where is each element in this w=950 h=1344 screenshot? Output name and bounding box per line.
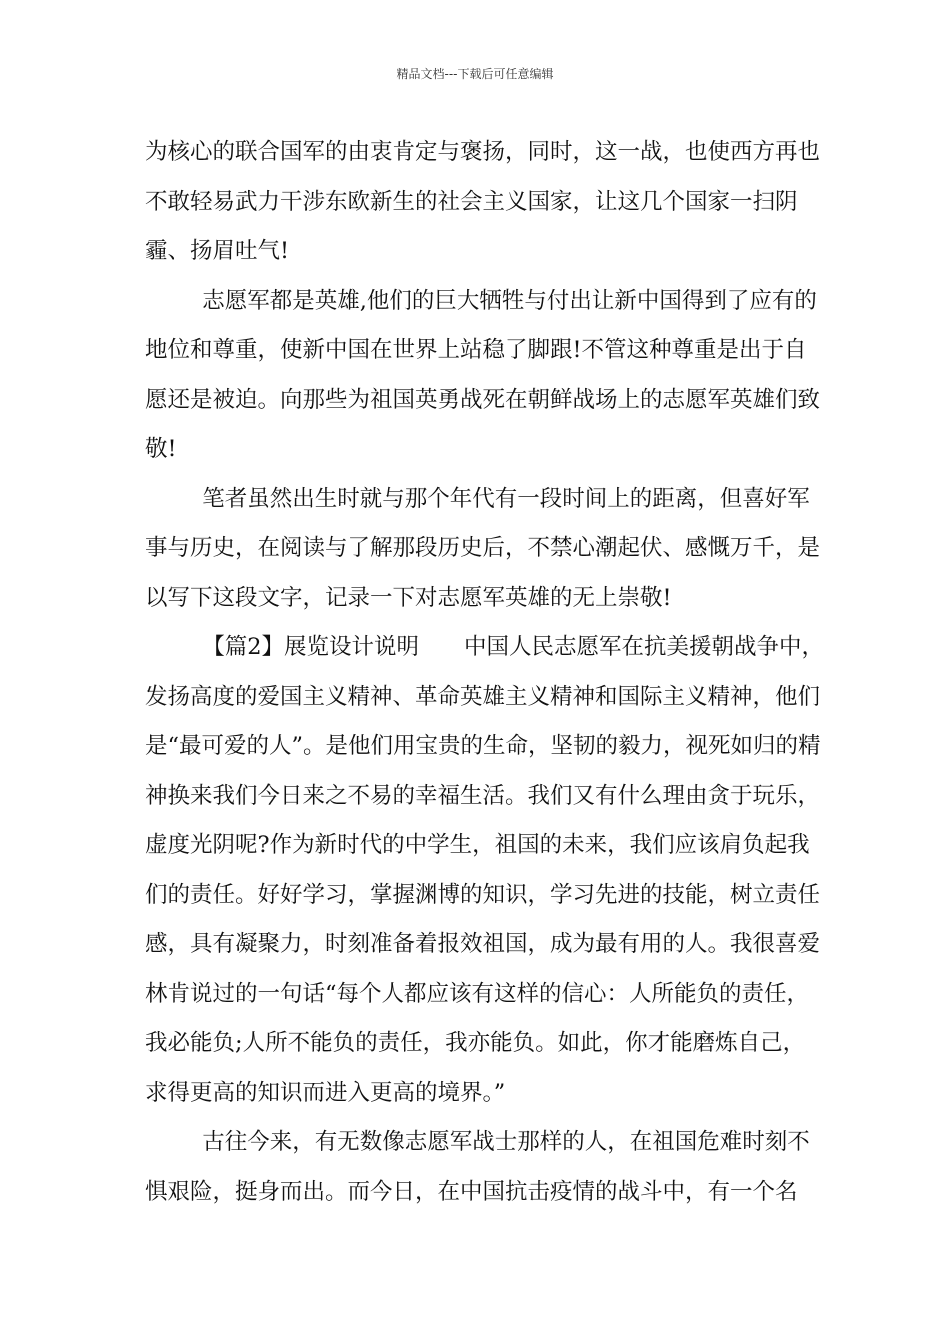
paragraph-2: 志愿军都是英雄,他们的巨大牺牲与付出让新中国得到了应有的地位和尊重，使新中国在世界上站稳了脚跟!不管这种尊重是出于自愿还是被迫。向那些为祖国英勇战死在朝鲜战场上的志愿军英雄们致敬! [145,287,821,462]
paragraph-5: 古往今来，有无数像志愿军战士那样的人，在祖国危难时刻不惧艰险，挺身而出。而今日，在中国抗击疫情的战斗中，有一个名 [145,1129,810,1205]
paragraph-4: 【篇2】展览设计说明 中国人民志愿军在抗美援朝战争中，发扬高度的爱国主义精神、革命英雄主义精神和国际主义精神，他们是“最可爱的人”。是他们用宝贵的生命，坚韧的毅力，视死如归的精神换来我们今日来之不易的幸福生活。我们又有什么理由贪于玩乐，虚度光阴呢?作为新时代的中学生，祖国的未来，我们应该肩负起我们的责任。好好学习，掌握渊博的知识，学习先进的技能，树立责任感，具有凝聚力，时刻准备着报效祖国，成为最有用的人。我很喜爱林肯说过的一句话“每个人都应该有这样的信心：人所能负的责任，我必能负;人所不能负的责任，我亦能负。如此，你才能磨炼自己，求得更高的知识而进入更高的境界。” [145,634,825,1106]
page-header: 精品文档---下载后可任意编辑 [396,67,554,81]
paragraph-3: 笔者虽然出生时就与那个年代有一段时间上的距离，但喜好军事与历史，在阅读与了解那段历史后，不禁心潮起伏、感慨万千，是以写下这段文字，记录一下对志愿军英雄的无上崇敬! [145,485,821,611]
document-body [145,128,825,1217]
paragraph-1: 为核心的联合国军的由衷肯定与褒扬，同时，这一战，也使西方再也不敢轻易武力干涉东欧新生的社会主义国家，让这几个国家一扫阴霾、扬眉吐气! [145,139,821,264]
